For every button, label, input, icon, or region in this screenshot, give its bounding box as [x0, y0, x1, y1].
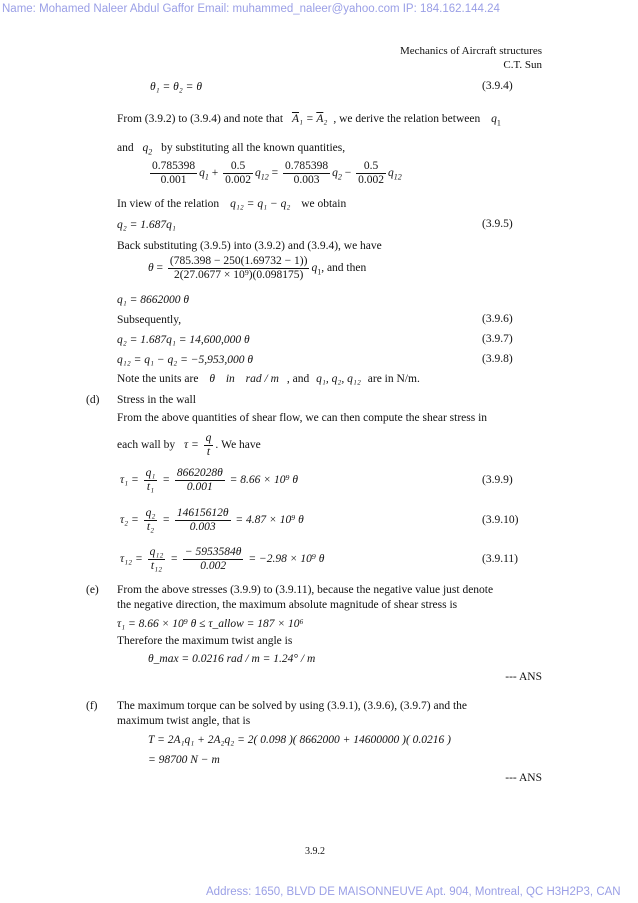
equation-shear-max: τ₁ = 8.66 × 10⁹ θ ≤ τ_allow = 187 × 10⁶ — [117, 618, 304, 630]
equation-number: (3.9.9) — [482, 474, 513, 486]
paragraph-line: Note the units are θ in rad / m , and q₁, q₂, q₁₂ are in N/m. — [117, 373, 420, 385]
equation-number: (3.9.4) — [482, 80, 513, 92]
section-title: Stress in the wall — [117, 394, 196, 406]
equation-theta: θ = $\frac{(785.398 - 250(1.69732 - 1))}{\text{2(27.0677 × 10⁹)(0.098175)}}$ $q_1$, and then — [148, 255, 367, 281]
paragraph-line: maximum twist angle, that is — [117, 715, 251, 727]
equation-number: (3.9.11) — [482, 553, 518, 565]
paragraph-line: From the above quantities of shear flow, we can then compute the shear stress in — [117, 412, 488, 424]
equation-number: (3.9.7) — [482, 333, 513, 345]
equation-3-9-8: q₁₂ = q₁ − q₂ = −5,953,000 θ — [117, 354, 254, 366]
answer-marker: --- ANS — [505, 772, 542, 784]
equation-3-9-4: θ₁ = θ₂ = θ — [150, 81, 202, 93]
paragraph-line: Back substituting (3.9.5) into (3.9.2) and (3.9.4), we have — [117, 240, 382, 252]
equation-3-9-10: τ₂ = $\frac{\text{q₂}}{\text{t₂}}$ = $\frac{14615612\theta}{0.003}$ = 4.87 × 10⁹ θ — [120, 507, 304, 533]
equation-number: (3.9.5) — [482, 218, 513, 230]
paragraph-line: the negative direction, the maximum absolute magnitude of shear stress is — [117, 599, 458, 611]
paragraph-line: Therefore the maximum twist angle is — [117, 635, 293, 647]
section-label: (e) — [86, 584, 99, 596]
page-number: 3.9.2 — [305, 846, 325, 857]
paragraph-line: and $q_2$ by substituting all the known quantities, — [117, 142, 346, 157]
header-title: Mechanics of Aircraft structures — [399, 45, 542, 57]
paragraph-line: each wall by τ = $\frac{q}{t}$ . We have — [117, 432, 261, 458]
answer-marker: --- ANS — [505, 671, 542, 683]
section-label: (f) — [86, 700, 98, 712]
equation-number: (3.9.10) — [482, 514, 519, 526]
header-author: C.T. Sun — [503, 59, 542, 71]
watermark-top: Name: Mohamed Naleer Abdul Gaffor Email: muhammed_naleer@yahoo.com IP: 184.162.144.24 — [2, 3, 500, 15]
equation-q1: q₁ = 8662000 θ — [117, 294, 190, 306]
equation-theta-max: θ_max = 0.0216 rad / m = 1.24° / m — [148, 653, 316, 665]
equation-3-9-7: q₂ = 1.687q₁ = 14,600,000 θ — [117, 334, 250, 346]
paragraph-line: Subsequently, — [117, 314, 182, 326]
equation-number: (3.9.6) — [482, 313, 513, 325]
paragraph-line: From (3.9.2) to (3.9.4) and note that $\overline{A}_1 = \overline{A}_2$ , we derive the relation between $q_1$ — [117, 113, 501, 128]
paragraph-line: In view of the relation q₁₂ = q₁ − q₂ we obtain — [117, 198, 347, 210]
equation-torque-result: = 98700 N − m — [148, 754, 220, 766]
paragraph-line: The maximum torque can be solved by using (3.9.1), (3.9.6), (3.9.7) and the — [117, 700, 468, 712]
equation-torque: T = 2A₁q₁ + 2A₂q₂ = 2( 0.098 )( 8662000 + 14600000 )( 0.0216 ) — [148, 734, 451, 746]
equation-3-9-5: q₂ = 1.687q₁ — [117, 219, 176, 231]
equation-number: (3.9.8) — [482, 353, 513, 365]
equation-3-9-11: τ₁₂ = $\frac{\text{q₁₂}}{\text{t₁₂}}$ = $\frac{- 5953584\theta}{0.002}$ = −2.98 × 10⁹ θ — [120, 546, 325, 572]
equation-3-9-9: τ₁ = $\frac{\text{q₁}}{\text{t₁}}$ = $\frac{8662028\theta}{0.001}$ = 8.66 × 10⁹ θ — [120, 467, 298, 493]
watermark-bottom: Address: 1650, BLVD DE MAISONNEUVE Apt. 904, Montreal, QC H3H2P3, CAN — [206, 886, 621, 898]
paragraph-line: From the above stresses (3.9.9) to (3.9.11), because the negative value just denote — [117, 584, 494, 596]
equation-substitution: $\frac{0.785398}{0.001}$ $q_1$ + $\frac{0.5}{0.002}$ $q_{12}$ = $\frac{0.785398}{0.003}$ $q_2$ − $\frac{0.5}{0.002}$ $q_{12}$ — [152, 160, 402, 186]
section-label: (d) — [86, 394, 100, 406]
